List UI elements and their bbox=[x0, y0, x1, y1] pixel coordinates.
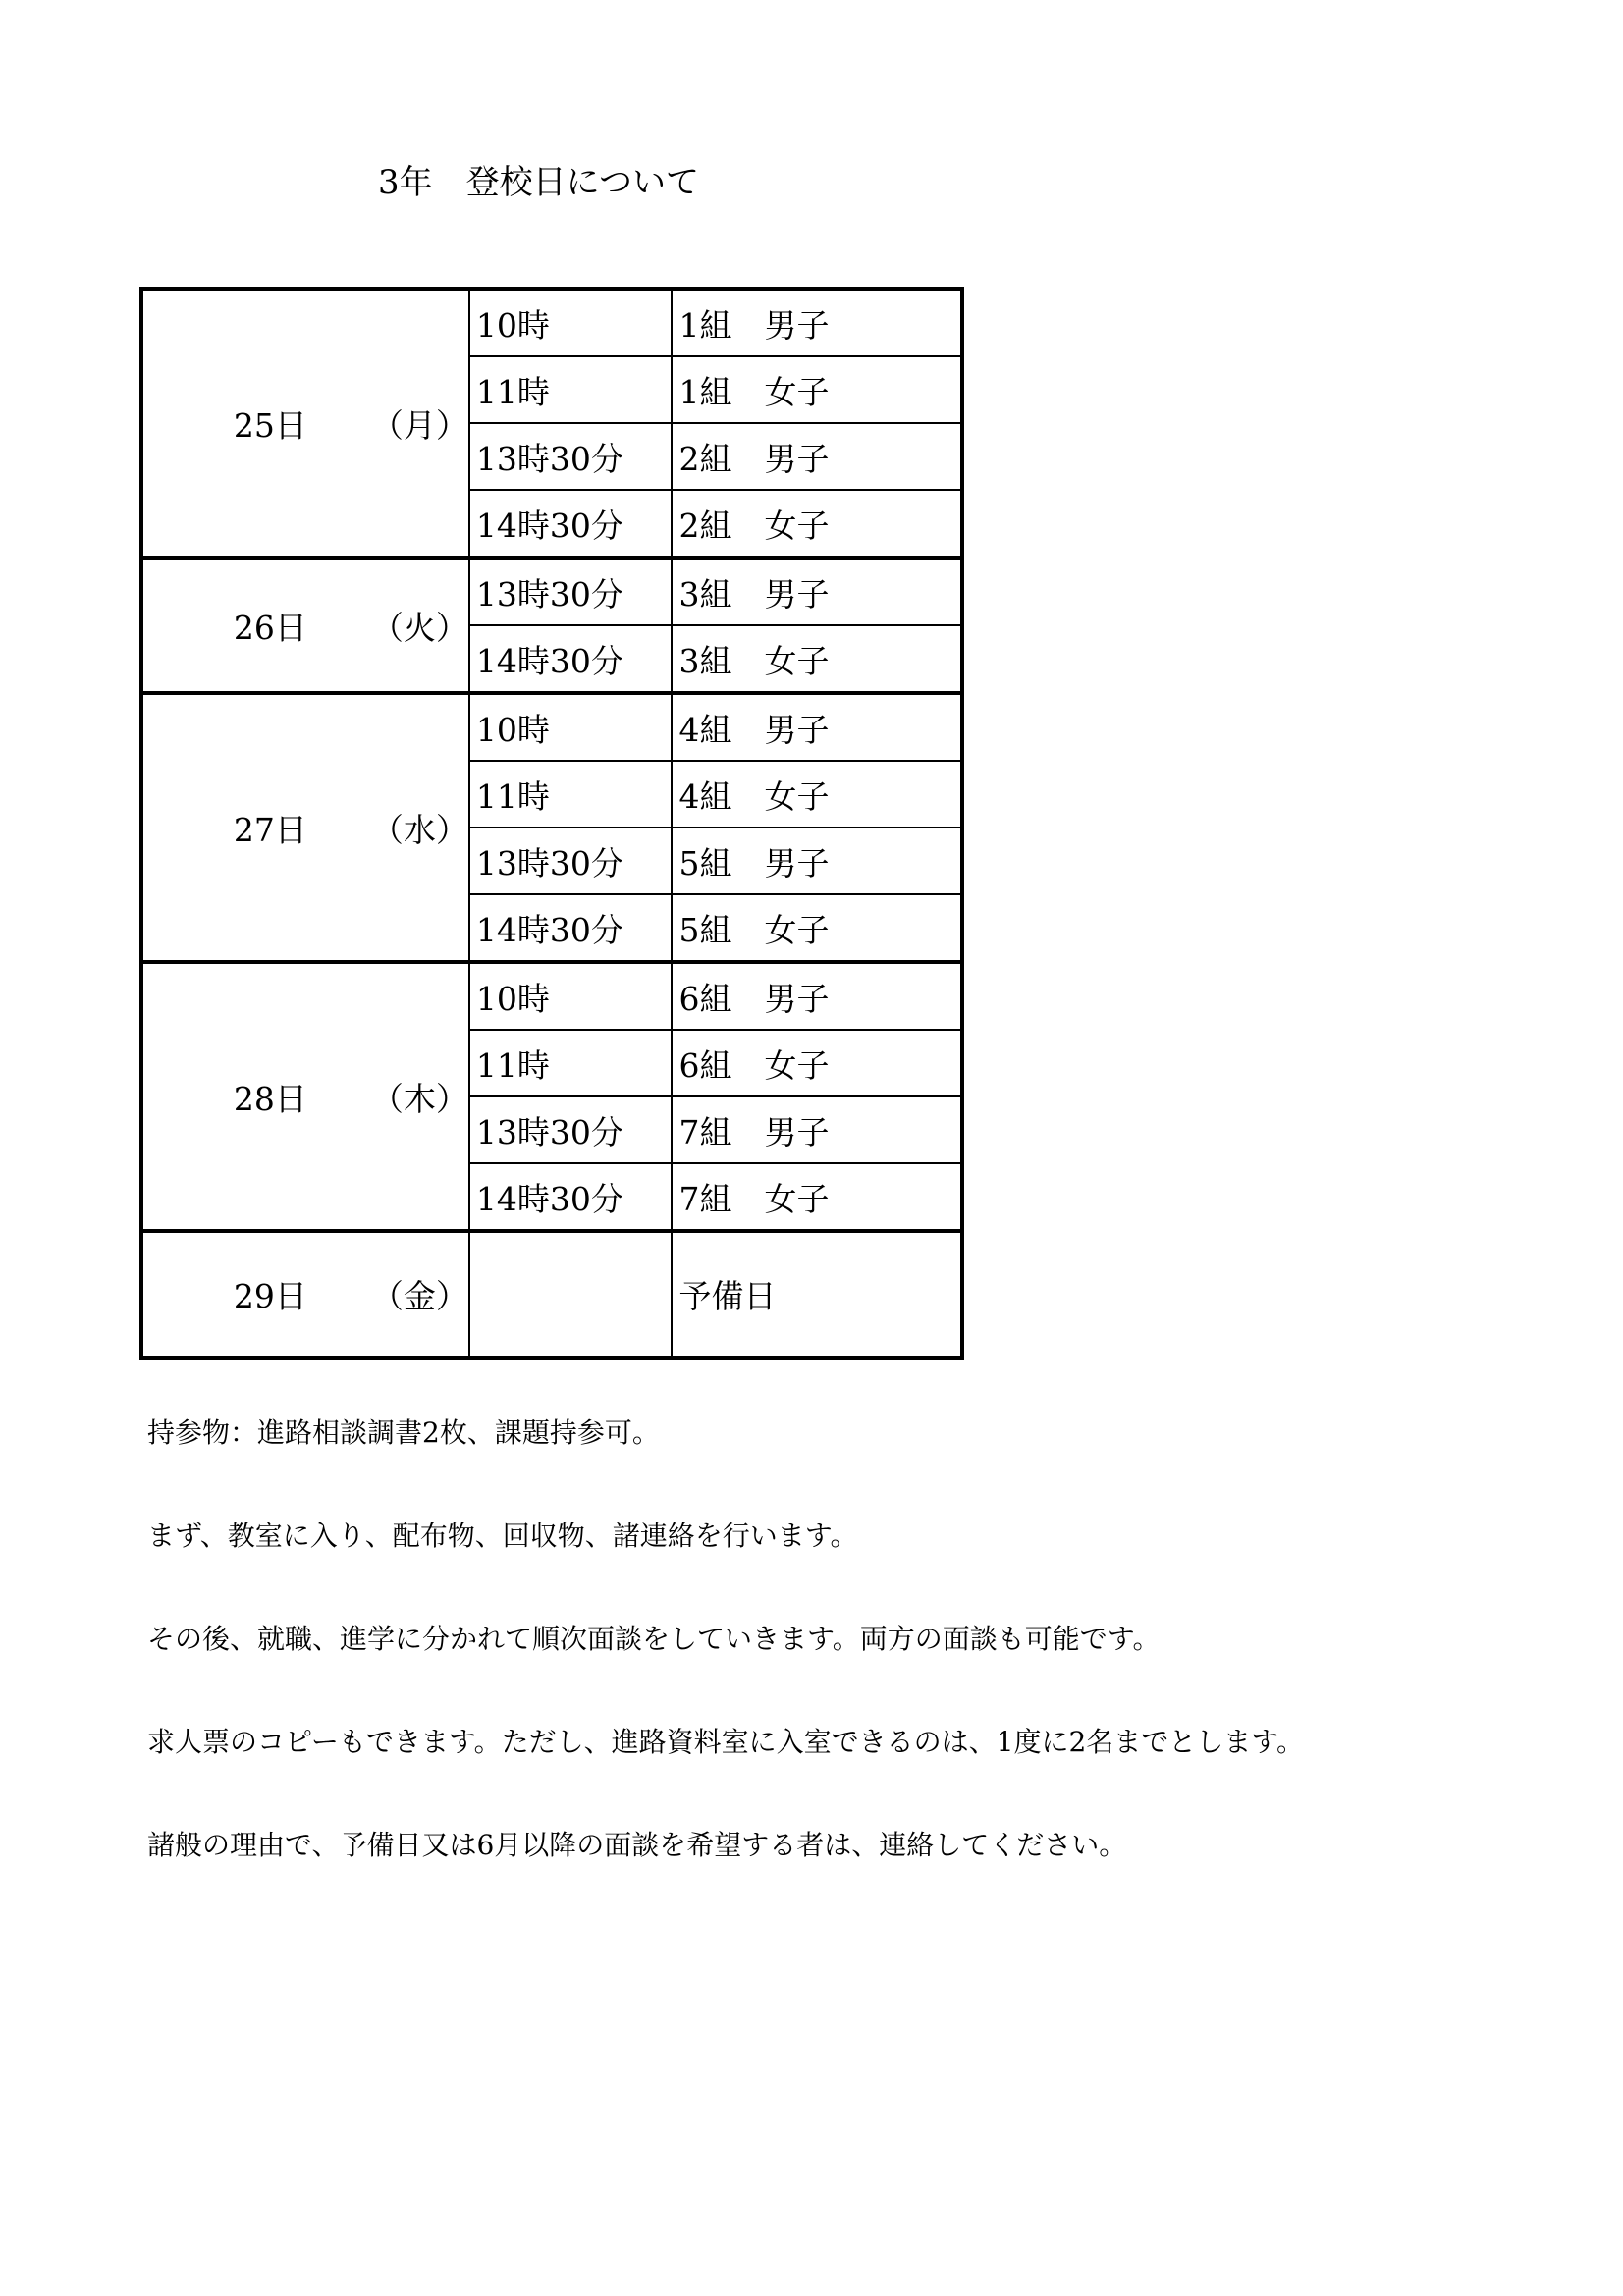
group-cell: 5組 男子 bbox=[672, 828, 962, 894]
note-paragraph: 持参物：進路相談調書2枚、課題持参可。 bbox=[147, 1416, 660, 1449]
time-cell: 11時 bbox=[469, 1030, 673, 1096]
group-cell: 4組 男子 bbox=[672, 693, 962, 761]
day-date: 26日 bbox=[233, 608, 307, 647]
group-cell: 2組 男子 bbox=[672, 423, 962, 490]
note-paragraph: 諸般の理由で、予備日又は6月以降の面談を希望する者は、連絡してください。 bbox=[147, 1829, 1127, 1861]
note-paragraph: まず、教室に入り、配布物、回収物、諸連絡を行います。 bbox=[147, 1520, 858, 1552]
table-row bbox=[141, 289, 962, 356]
day-cell bbox=[141, 289, 469, 558]
day-weekday: （火） bbox=[370, 608, 468, 647]
notes-section bbox=[147, 1414, 1571, 1929]
day-weekday: （木） bbox=[370, 1079, 468, 1118]
time-cell bbox=[469, 1231, 673, 1358]
day-cell bbox=[141, 962, 469, 1231]
time-cell: 14時30分 bbox=[469, 894, 673, 962]
group-cell: 1組 女子 bbox=[672, 356, 962, 423]
group-cell: 5組 女子 bbox=[672, 894, 962, 962]
group-cell: 3組 男子 bbox=[672, 558, 962, 625]
group-cell: 3組 女子 bbox=[672, 625, 962, 693]
group-cell: 4組 女子 bbox=[672, 761, 962, 828]
group-cell: 6組 女子 bbox=[672, 1030, 962, 1096]
time-cell: 11時 bbox=[469, 761, 673, 828]
time-cell: 13時30分 bbox=[469, 423, 673, 490]
day-weekday: （水） bbox=[370, 810, 468, 849]
note-paragraph: 求人票のコピーもできます。ただし、進路資料室に入室できるのは、1度に2名までとします。 bbox=[147, 1726, 1305, 1758]
time-cell: 13時30分 bbox=[469, 1096, 673, 1163]
time-cell: 10時 bbox=[469, 693, 673, 761]
table-row bbox=[141, 1231, 962, 1358]
table-row bbox=[141, 962, 962, 1030]
day-date: 29日 bbox=[233, 1277, 307, 1315]
group-cell: 1組 男子 bbox=[672, 289, 962, 356]
day-date: 28日 bbox=[233, 1079, 307, 1118]
group-cell: 2組 女子 bbox=[672, 490, 962, 558]
time-cell: 10時 bbox=[469, 289, 673, 356]
time-cell: 13時30分 bbox=[469, 558, 673, 625]
day-cell bbox=[141, 693, 469, 962]
day-weekday: （月） bbox=[370, 405, 468, 445]
time-cell: 13時30分 bbox=[469, 828, 673, 894]
time-cell: 14時30分 bbox=[469, 1163, 673, 1231]
time-cell: 14時30分 bbox=[469, 490, 673, 558]
group-cell: 7組 男子 bbox=[672, 1096, 962, 1163]
note-paragraph: その後、就職、進学に分かれて順次面談をしていきます。両方の面談も可能です。 bbox=[147, 1623, 1161, 1655]
table-row bbox=[141, 558, 962, 625]
day-date: 27日 bbox=[233, 810, 307, 849]
time-cell: 10時 bbox=[469, 962, 673, 1030]
group-cell: 6組 男子 bbox=[672, 962, 962, 1030]
page-title: 3年 登校日について bbox=[378, 163, 699, 202]
day-date: 25日 bbox=[233, 405, 307, 445]
group-cell: 予備日 bbox=[672, 1231, 962, 1358]
day-cell bbox=[141, 558, 469, 693]
table-row bbox=[141, 693, 962, 761]
day-cell bbox=[141, 1231, 469, 1358]
time-cell: 14時30分 bbox=[469, 625, 673, 693]
day-weekday: （金） bbox=[370, 1277, 468, 1315]
time-cell: 11時 bbox=[469, 356, 673, 423]
schedule-table bbox=[139, 287, 964, 1360]
group-cell: 7組 女子 bbox=[672, 1163, 962, 1231]
